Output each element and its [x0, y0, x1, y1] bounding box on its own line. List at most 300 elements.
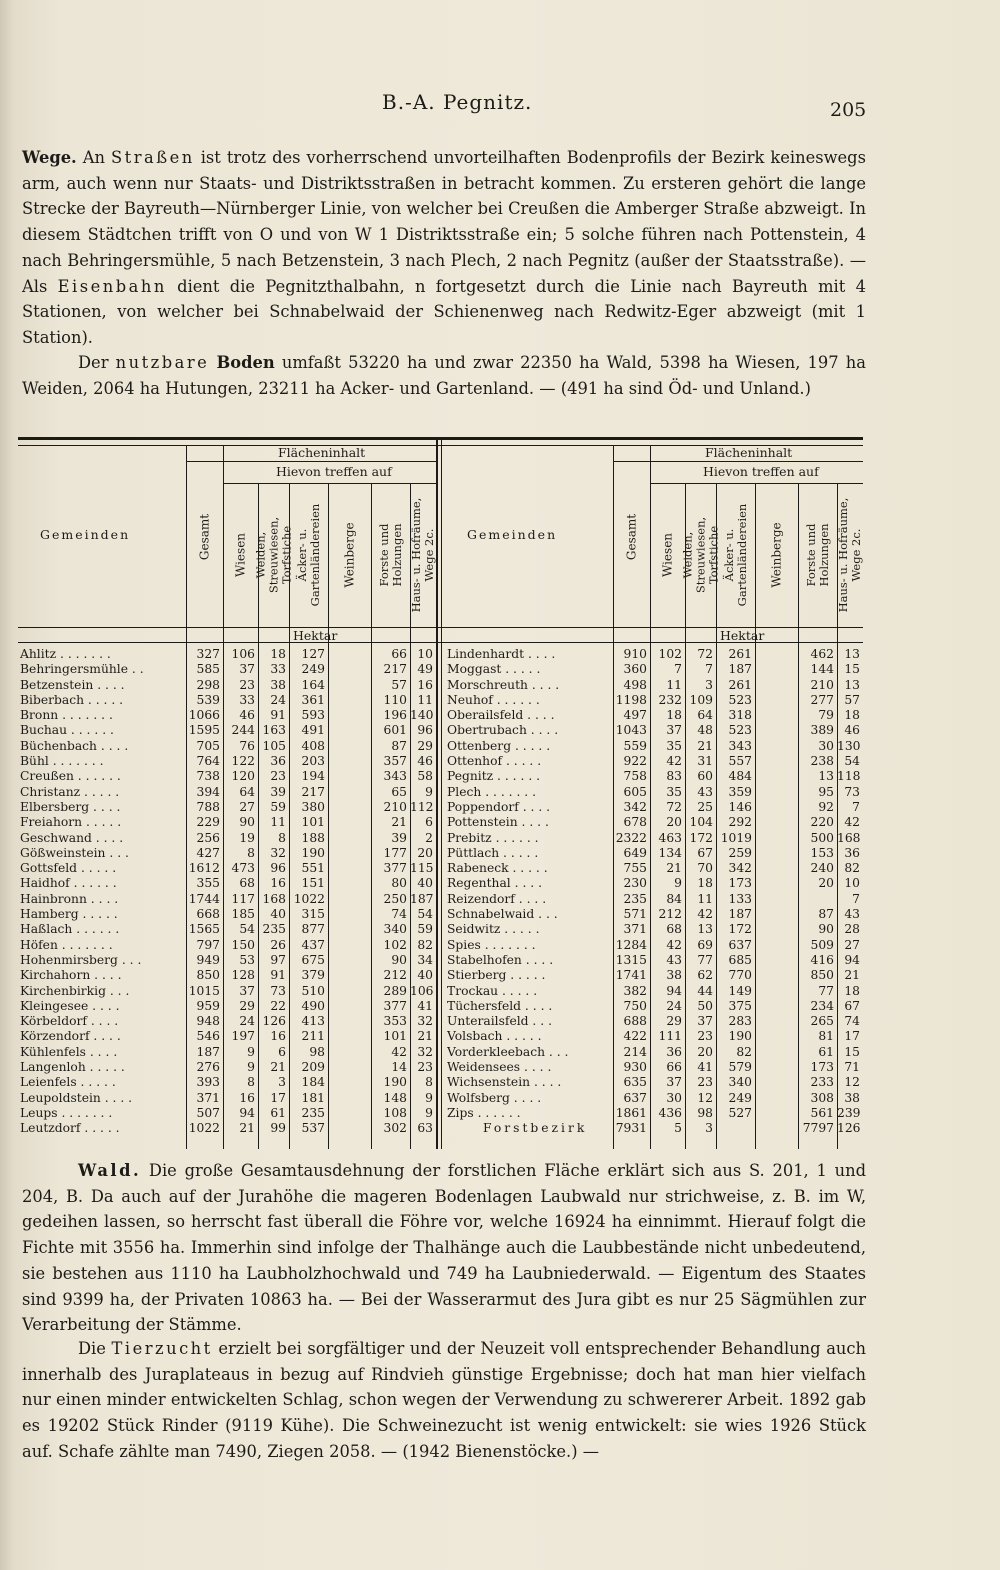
table-right-half	[445, 437, 863, 1149]
cell-value: 43	[844, 907, 860, 922]
cell-value: 95	[818, 784, 834, 799]
cell-value: 484	[728, 769, 752, 784]
table-row	[18, 1045, 436, 1060]
cell-value: 7	[674, 662, 682, 677]
cell-value: 87	[391, 738, 407, 753]
cell-value: 168	[837, 830, 861, 845]
cell-value: 33	[239, 692, 255, 707]
table-row	[445, 1075, 863, 1090]
cell-value: 66	[391, 647, 407, 661]
cell-value: 40	[417, 968, 433, 983]
cell-value: 18	[844, 708, 860, 723]
cell-value: 181	[301, 1090, 325, 1105]
cell-value: 31	[697, 754, 713, 769]
table-row	[445, 984, 863, 999]
cell-value: 302	[383, 1121, 407, 1136]
cell-value: 71	[844, 1060, 860, 1075]
table-row	[445, 938, 863, 953]
cell-value: 1066	[188, 708, 220, 723]
cell-value: 507	[196, 1105, 220, 1120]
cell-value: 21	[844, 968, 860, 983]
cell-value: 82	[844, 861, 860, 876]
cell-value: 910	[623, 647, 647, 661]
cell-value: 537	[301, 1121, 325, 1136]
cell-value: 9	[425, 1090, 433, 1105]
cell-value: 46	[844, 723, 860, 738]
cell-value: 90	[818, 922, 834, 937]
cell-value: 18	[270, 647, 286, 661]
cell-value: 140	[410, 708, 434, 723]
cell-value: 949	[196, 952, 220, 967]
table-left-half	[18, 437, 436, 1149]
cell-value: 7	[852, 799, 860, 814]
cell-value: 210	[810, 677, 834, 692]
cell-value: 948	[196, 1014, 220, 1029]
cell-value: 557	[728, 754, 752, 769]
cell-value: 43	[697, 784, 713, 799]
municipality-name: Leups . . . . . . .	[20, 1105, 113, 1120]
cell-value: 64	[697, 708, 713, 723]
cell-value: 36	[270, 754, 286, 769]
cell-value: 422	[623, 1029, 647, 1044]
cell-value: 491	[301, 723, 325, 738]
header-rule	[186, 461, 436, 462]
cell-value: 11	[417, 692, 433, 707]
cell-value: 23	[270, 769, 286, 784]
cell-value: 59	[270, 799, 286, 814]
cell-value: 738	[196, 769, 220, 784]
cell-value: 8	[247, 1075, 255, 1090]
cell-value: 249	[301, 662, 325, 677]
cell-value: 758	[623, 769, 647, 784]
cell-value: 57	[391, 677, 407, 692]
cell-value: 3	[705, 677, 713, 692]
cell-value: 342	[728, 861, 752, 876]
municipality-name: Trockau . . . . .	[447, 983, 538, 998]
table-row	[18, 1014, 436, 1029]
cell-value: 250	[383, 891, 407, 906]
municipality-name: Prebitz . . . . . .	[447, 830, 539, 845]
cell-value: 68	[239, 876, 255, 891]
column-title-7: Haus- u. Hofräume, Wege 2c.	[409, 497, 436, 613]
cell-value: 101	[383, 1029, 407, 1044]
cell-value: 1022	[188, 1121, 220, 1136]
cell-value: 239	[837, 1105, 861, 1120]
column-title-2: Wiesen	[660, 532, 674, 578]
cell-value: 46	[417, 754, 433, 769]
cell-value: 797	[196, 937, 220, 952]
municipality-name: Rabeneck . . . . .	[447, 861, 548, 876]
table-row	[445, 999, 863, 1014]
cell-value: 343	[383, 769, 407, 784]
municipality-name: Ottenberg . . . . .	[447, 738, 551, 753]
cell-value: 32	[417, 1014, 433, 1029]
cell-value: 217	[383, 662, 407, 677]
cell-value: 379	[301, 968, 325, 983]
unit-header: Hektar	[293, 628, 338, 643]
municipality-name: Schnabelwaid . . .	[447, 907, 558, 922]
cell-value: 23	[697, 1029, 713, 1044]
cell-value: 389	[810, 723, 834, 738]
spaced-term: Tierzucht	[111, 1339, 213, 1358]
table-row	[18, 785, 436, 800]
municipality-name: Plech . . . . . . .	[447, 784, 537, 799]
cell-value: 43	[666, 952, 682, 967]
paragraph-wege	[22, 145, 866, 351]
cell-value: 234	[810, 998, 834, 1013]
cell-value: 261	[728, 647, 752, 661]
cell-value: 29	[239, 998, 255, 1013]
table-row	[18, 693, 436, 708]
cell-value: 382	[623, 983, 647, 998]
cell-value: 12	[697, 1090, 713, 1105]
municipality-name: Hohenmirsberg . . .	[20, 952, 142, 967]
cell-value: 16	[270, 1029, 286, 1044]
table-row	[18, 861, 436, 876]
cell-value: 16	[417, 677, 433, 692]
municipality-name: Volsbach . . . . .	[447, 1029, 542, 1044]
municipality-name: Gößweinstein . . .	[20, 845, 129, 860]
cell-value: 408	[301, 738, 325, 753]
header-rule	[223, 483, 436, 484]
cell-value: 187	[196, 1044, 220, 1059]
cell-value: 210	[383, 799, 407, 814]
cell-value: 42	[391, 1044, 407, 1059]
cell-value: 688	[623, 1014, 647, 1029]
table-row	[445, 1014, 863, 1029]
paragraph-lead: Wald.	[78, 1161, 142, 1180]
cell-value: 60	[697, 769, 713, 784]
table-row	[445, 907, 863, 922]
cell-value: 190	[301, 845, 325, 860]
cell-value: 72	[697, 647, 713, 661]
cell-value: 33	[270, 662, 286, 677]
table-row	[18, 1121, 436, 1136]
cell-value: 539	[196, 692, 220, 707]
cell-value: 42	[844, 815, 860, 830]
municipality-name: Zips . . . . . .	[447, 1105, 521, 1120]
cell-value: 212	[658, 907, 682, 922]
table-row	[445, 831, 863, 846]
cell-value: 126	[262, 1014, 286, 1029]
cell-value: 153	[810, 845, 834, 860]
cell-value: 11	[666, 677, 682, 692]
cell-value: 94	[666, 983, 682, 998]
cell-value: 148	[383, 1090, 407, 1105]
municipality-name: Büchenbach . . . .	[20, 738, 129, 753]
table-row	[18, 831, 436, 846]
cell-value: 106	[231, 647, 255, 661]
header-rule	[650, 483, 863, 484]
table-row	[18, 769, 436, 784]
cell-value: 1284	[615, 937, 647, 952]
municipality-name: Betzenstein . . . .	[20, 677, 125, 692]
cell-value: 127	[301, 647, 325, 661]
cell-value: 37	[239, 662, 255, 677]
cell-value: 97	[270, 952, 286, 967]
cell-value: 3	[705, 1121, 713, 1136]
paragraph-text: Die große Gesamtausdehnung der forstlichen Fläche erklärt sich aus S. 201, 1 und 204, B. Da auch auf der Jurahöhe die mageren Bodenlagen Laubwald nur strichweise, z. B. im W, gedeihen lassen, so herrscht fast überall die Föhre vor, welche 16924 ha einnimmt. Hierauf folgt die Fichte mit 3556 ha. Immerhin sind infolge der Thalhänge auch die Laubbestände nicht unbedeutend, sie bestehen aus 1110 ha Laubholzhochwald und 749 ha Laubniederwald. — Eigentum des Staates sind 9399 ha, der Privaten 10863 ha. — Bei der Wasserarmut des Jura gibt es nur 25 Sägmühlen zur Verarbeitung der Stämme.	[22, 1161, 866, 1335]
cell-value: 27	[844, 937, 860, 952]
column-title-3: Weiden, Streuwiesen, Torfstiche	[680, 516, 720, 594]
table-row	[18, 922, 436, 937]
cell-value: 101	[301, 815, 325, 830]
cell-value: 48	[697, 723, 713, 738]
cell-value: 17	[844, 1029, 860, 1044]
cell-value: 37	[666, 723, 682, 738]
cell-value: 770	[728, 968, 752, 983]
cell-value: 6	[278, 1044, 286, 1059]
cell-value: 82	[417, 937, 433, 952]
table-row	[445, 662, 863, 677]
cell-value: 2	[425, 830, 433, 845]
table-row	[445, 815, 863, 830]
cell-value: 49	[417, 662, 433, 677]
cell-value: 96	[417, 723, 433, 738]
cell-value: 105	[262, 738, 286, 753]
municipality-name: Morschreuth . . . .	[447, 677, 560, 692]
column-title-4: Äcker- u. Gartenländereien	[294, 503, 322, 607]
cell-value: 21	[391, 815, 407, 830]
table-row	[445, 769, 863, 784]
cell-value: 7	[852, 891, 860, 906]
spaced-term: Eisenbahn	[57, 276, 167, 296]
cell-value: 1741	[615, 968, 647, 983]
cell-value: 115	[410, 861, 434, 876]
cell-value: 371	[623, 922, 647, 937]
cell-value: 416	[810, 952, 834, 967]
cell-value: 98	[309, 1044, 325, 1059]
cell-value: 38	[270, 677, 286, 692]
cell-value: 35	[666, 738, 682, 753]
table-row	[18, 984, 436, 999]
cell-value: 94	[844, 952, 860, 967]
sub-header: Hievon treffen auf	[276, 464, 392, 479]
cell-value: 21	[239, 1121, 255, 1136]
table-row	[18, 892, 436, 907]
paragraph-text: erzielt bei sorgfältiger und der Neuzeit voll entsprechender Behandlung auch innerhalb des Juraplateaus in bezug auf Rindvieh günstige Ergebnisse; doch hat man hier vielfach nur einen minder entwickelten Schlag, schon wegen der Verwendung zu schwererer Arbeit. 1892 gab es 19202 Stück Rinder (9119 Kühe). Die Schweinezucht ist wenig entwickelt: sie wies 1926 Stück auf. Schafe zählte man 7490, Ziegen 2058. — (1942 Bienenstöcke.) —	[22, 1339, 866, 1461]
cell-value: 217	[301, 784, 325, 799]
cell-value: 21	[417, 1029, 433, 1044]
paragraph-text: Der	[78, 353, 109, 372]
cell-value: 150	[231, 937, 255, 952]
cell-value: 32	[417, 1044, 433, 1059]
cell-value: 371	[196, 1090, 220, 1105]
cell-value: 77	[818, 983, 834, 998]
cell-value: 327	[196, 647, 220, 661]
cell-value: 355	[196, 876, 220, 891]
cell-value: 67	[697, 845, 713, 860]
cell-value: 361	[301, 692, 325, 707]
page-number: 205	[830, 99, 867, 121]
cell-value: 678	[623, 815, 647, 830]
cell-value: 82	[736, 1044, 752, 1059]
table-rows	[445, 647, 863, 1137]
cell-value: 637	[623, 1090, 647, 1105]
cell-value: 7931	[615, 1121, 647, 1136]
cell-value: 94	[239, 1105, 255, 1120]
column-title-6: Forste und Holzungen	[803, 523, 831, 587]
cell-value: 13	[697, 922, 713, 937]
cell-value: 42	[666, 937, 682, 952]
cell-value: 106	[410, 983, 434, 998]
paragraph-text: dient die Pegnitzthalbahn, n fortgesetzt durch die Linie nach Bayreuth mit 4 Stationen, von welcher bei Schnabelwaid der Schienenweg nach Redwitz-Eger abzweigt (mit 1 Station).	[22, 276, 866, 347]
cell-value: 510	[301, 983, 325, 998]
municipality-name: Leutzdorf . . . . .	[20, 1121, 120, 1136]
cell-value: 377	[383, 998, 407, 1013]
row-header: Gemeinden	[40, 527, 131, 542]
cell-value: 134	[658, 845, 682, 860]
cell-value: 1744	[188, 891, 220, 906]
municipality-name: Leienfels . . . . .	[20, 1075, 116, 1090]
cell-value: 212	[383, 968, 407, 983]
municipality-name: Christanz . . . . .	[20, 784, 120, 799]
cell-value: 172	[689, 830, 713, 845]
table-row	[18, 662, 436, 677]
cell-value: 172	[728, 922, 752, 937]
cell-value: 23	[239, 677, 255, 692]
cell-value: 26	[270, 937, 286, 952]
municipality-name: Körzendorf . . . .	[20, 1029, 121, 1044]
table-row	[18, 708, 436, 723]
cell-value: 473	[231, 861, 255, 876]
cell-value: 14	[391, 1060, 407, 1075]
municipality-name: Reizendorf . . . .	[447, 891, 547, 906]
cell-value: 3	[278, 1075, 286, 1090]
cell-value: 40	[417, 876, 433, 891]
municipality-name: Moggast . . . . .	[447, 662, 541, 677]
cell-value: 104	[689, 815, 713, 830]
cell-value: 77	[697, 952, 713, 967]
cell-value: 32	[270, 845, 286, 860]
cell-value: 2322	[615, 830, 647, 845]
table-row	[445, 800, 863, 815]
cell-value: 235	[301, 1105, 325, 1120]
cell-value: 102	[383, 937, 407, 952]
municipality-name: Höfen . . . . . . .	[20, 937, 113, 952]
spaced-term: nutzbare	[115, 353, 210, 372]
cell-value: 197	[231, 1029, 255, 1044]
table-row	[445, 1091, 863, 1106]
cell-value: 81	[818, 1029, 834, 1044]
cell-value: 240	[810, 861, 834, 876]
cell-value: 128	[231, 968, 255, 983]
cell-value: 79	[818, 708, 834, 723]
column-title-4: Äcker- u. Gartenländereien	[721, 503, 749, 607]
paragraph-text: An	[82, 148, 105, 167]
cell-value: 37	[239, 983, 255, 998]
cell-value: 54	[844, 754, 860, 769]
municipality-name: Stabelhofen . . . .	[447, 952, 554, 967]
cell-value: 637	[728, 937, 752, 952]
column-title-6: Forste und Holzungen	[376, 523, 404, 587]
cell-value: 261	[728, 677, 752, 692]
cell-value: 83	[666, 769, 682, 784]
cell-value: 36	[666, 1044, 682, 1059]
cell-value: 1612	[188, 861, 220, 876]
cell-value: 146	[728, 799, 752, 814]
cell-value: 265	[810, 1014, 834, 1029]
cell-value: 509	[810, 937, 834, 952]
cell-value: 850	[196, 968, 220, 983]
cell-value: 130	[837, 738, 861, 753]
cell-value: 238	[810, 754, 834, 769]
cell-value: 54	[239, 922, 255, 937]
bold-term: Boden	[216, 353, 275, 372]
cell-value: 523	[728, 692, 752, 707]
table-row	[445, 723, 863, 738]
cell-value: 211	[301, 1029, 325, 1044]
cell-value: 668	[196, 907, 220, 922]
municipality-name: Freiahorn . . . . .	[20, 815, 122, 830]
cell-value: 298	[196, 677, 220, 692]
municipality-name: Pegnitz . . . . . .	[447, 769, 541, 784]
cell-value: 187	[728, 907, 752, 922]
municipality-name: Tüchersfeld . . . .	[447, 998, 553, 1013]
cell-value: 229	[196, 815, 220, 830]
cell-value: 500	[810, 830, 834, 845]
column-title-5: Weinberge	[342, 522, 356, 588]
table-row	[445, 1121, 863, 1136]
cell-value: 498	[623, 677, 647, 692]
table-row	[445, 708, 863, 723]
cell-value: 685	[728, 952, 752, 967]
cell-value: 59	[417, 922, 433, 937]
cell-value: 1043	[615, 723, 647, 738]
paragraph-text: ist trotz des vorherrschend unvorteilhaften Bodenprofils der Bezirk keineswegs arm, auch wenn nur Staats- und Distriktsstraßen in betracht kommen. Zu ersteren gehört die lange Strecke der Bayreuth—Nürnberger Linie, von welcher bei Creußen die Amberger Straße abzweigt. In diesem Städtchen trifft von O und von W 1 Distriktsstraße ein; 5 solche führen nach Pottenstein, 4 nach Behringersmühle, 5 nach Betzenstein, 3 nach Plech, 2 nach Pegnitz (außer der Staatsstraße). — Als	[22, 148, 866, 296]
paragraph-tierzucht	[22, 1336, 866, 1465]
cell-value: 164	[301, 677, 325, 692]
cell-value: 649	[623, 845, 647, 860]
municipality-name: Gottsfeld . . . . .	[20, 861, 117, 876]
table-row	[18, 1029, 436, 1044]
cell-value: 62	[697, 968, 713, 983]
cell-value: 194	[301, 769, 325, 784]
table-row	[18, 876, 436, 891]
municipality-name: Vorderkleebach . . .	[447, 1044, 569, 1059]
cell-value: 232	[658, 692, 682, 707]
cell-value: 61	[270, 1105, 286, 1120]
cell-value: 463	[658, 830, 682, 845]
paragraph-boden	[22, 350, 866, 401]
cell-value: 58	[417, 769, 433, 784]
cell-value: 10	[417, 647, 433, 661]
cell-value: 30	[666, 1090, 682, 1105]
land-use-table	[18, 437, 863, 1149]
cell-value: 209	[301, 1060, 325, 1075]
cell-value: 8	[425, 1075, 433, 1090]
cell-value: 19	[239, 830, 255, 845]
cell-value: 259	[728, 845, 752, 860]
cell-value: 497	[623, 708, 647, 723]
municipality-name: Oberailsfeld . . . .	[447, 708, 555, 723]
cell-value: 427	[196, 845, 220, 860]
cell-value: 122	[231, 754, 255, 769]
cell-value: 18	[844, 983, 860, 998]
cell-value: 308	[810, 1090, 834, 1105]
cell-value: 380	[301, 799, 325, 814]
cell-value: 343	[728, 738, 752, 753]
cell-value: 63	[417, 1121, 433, 1136]
table-row	[445, 922, 863, 937]
cell-value: 9	[425, 1105, 433, 1120]
cell-value: 29	[666, 1014, 682, 1029]
table-row	[445, 968, 863, 983]
cell-value: 5	[674, 1121, 682, 1136]
cell-value: 9	[674, 876, 682, 891]
cell-value: 40	[270, 907, 286, 922]
cell-value: 755	[623, 861, 647, 876]
